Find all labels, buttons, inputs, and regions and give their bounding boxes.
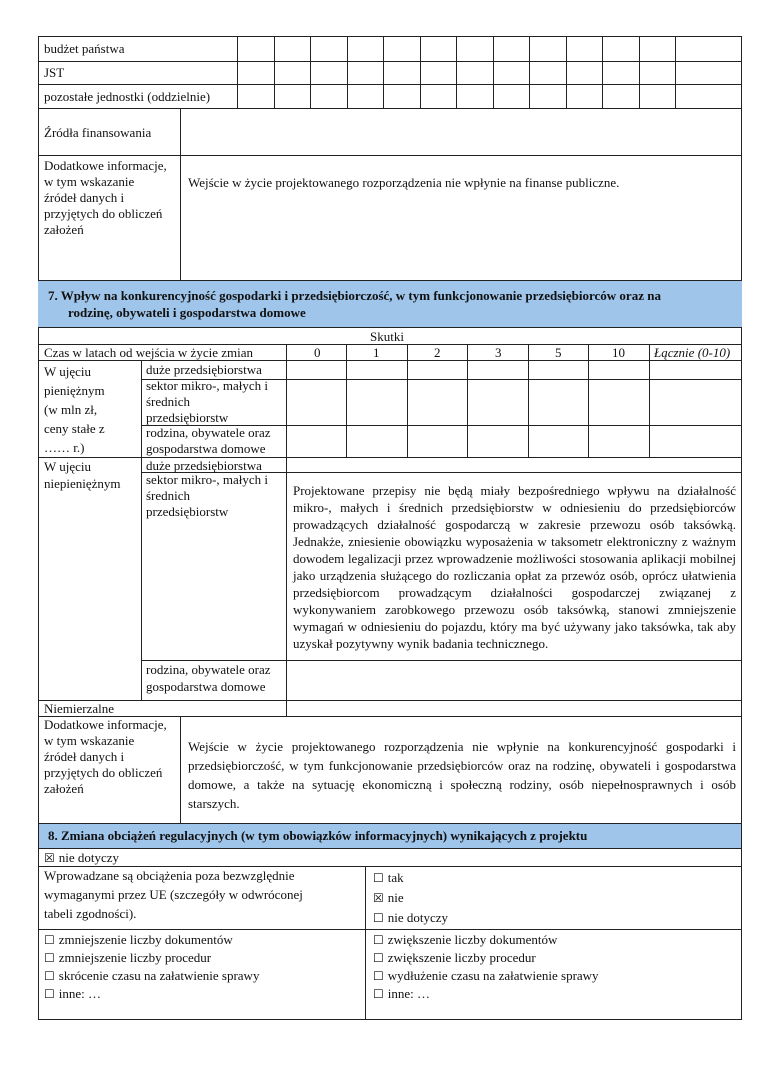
- category-family: rodzina, obywatele oraz gospodarstwa domowe: [146, 425, 271, 456]
- checkbox-icon: ☐: [44, 933, 55, 947]
- unmeasurable-label: Niemierzalne: [44, 701, 115, 716]
- section-8-title: 8. Zmiana obciążeń regulacyjnych (w tym obowiązków informacyjnych) wynikających z projektu: [48, 828, 588, 843]
- total-col: Łącznie (0-10): [654, 345, 731, 360]
- year-col: 5: [555, 345, 562, 360]
- additional-info-label: Dodatkowe informacje, w tym wskazanie źródeł danych i przyjętych do obliczeń założeń: [44, 717, 167, 796]
- finance-row-label: budżet państwa: [44, 41, 125, 56]
- additional-info-text: Wejście w życie projektowanego rozporządzenia nie wpłynie na konkurencyjność gospodarki i przedsiębiorczość, w tym funkcjonowanie przedsiębiorców oraz na rodzinę, obywateli i gospodarstwa domowe, a także na sytuację ekonomiczną i społeczną rodziny, osób niepełnosprawnych i osób starszych.: [188, 739, 736, 811]
- checkbox-icon: ☐: [44, 987, 55, 1001]
- section-7-title-line2: rodzinę, obywateli i gospodarstwa domowe: [68, 305, 306, 320]
- time-label: Czas w latach od wejścia w życie zmian: [44, 345, 253, 360]
- increase-options: [373, 931, 599, 1003]
- nonmonetary-label: W ujęciu niepieniężnym: [44, 459, 121, 491]
- option-less-documents[interactable]: ☐ zmniejszenie liczby dokumentów: [44, 932, 233, 947]
- checkbox-icon: ☐: [373, 969, 384, 983]
- option-longer-time[interactable]: ☐ wydłużenie czasu na załatwienie sprawy: [373, 968, 599, 983]
- option-other[interactable]: ☐ inne: …: [373, 986, 431, 1001]
- funding-sources-label: Źródła finansowania: [44, 125, 152, 140]
- monetary-label: W ujęciu pieniężnym (w mln zł, ceny stałe z …… r.): [44, 364, 105, 455]
- option-shorter-time[interactable]: ☐ skrócenie czasu na załatwienie sprawy: [44, 968, 260, 983]
- finance-row-label: pozostałe jednostki (oddzielnie): [44, 89, 211, 104]
- option-more-documents[interactable]: ☐ zwiększenie liczby dokumentów: [373, 932, 558, 947]
- section-7-title: 7. Wpływ na konkurencyjność gospodarki i przedsiębiorczość, w tym funkcjonowanie przedsiębiorców oraz na: [48, 288, 661, 303]
- option-nie-dotyczy[interactable]: ☐ nie dotyczy: [373, 910, 449, 925]
- category-large: duże przedsiębiorstwa: [146, 458, 262, 473]
- decrease-options: [44, 931, 259, 1003]
- eu-burden-text: Wprowadzane są obciążenia poza bezwzględnie wymaganymi przez UE (szczegóły w odwróconej tabeli zgodności).: [44, 868, 303, 921]
- finance-row-label: JST: [44, 65, 65, 80]
- category-sme: sektor mikro-, małych i średnich przedsiębiorstw: [146, 472, 269, 519]
- category-large: duże przedsiębiorstwa: [146, 362, 262, 377]
- year-col: 1: [373, 345, 380, 360]
- checkbox-icon: ☐: [373, 987, 384, 1001]
- additional-info-text: Wejście w życie projektowanego rozporządzenia nie wpłynie na finanse publiczne.: [188, 175, 620, 190]
- year-col: 10: [612, 345, 625, 360]
- year-col: 3: [495, 345, 502, 360]
- checkbox-icon: ☐: [373, 951, 384, 965]
- year-col: 0: [314, 345, 321, 360]
- checkbox-icon: ☐: [373, 933, 384, 947]
- category-sme: sektor mikro-, małych i średnich przedsiębiorstw: [146, 378, 269, 425]
- option-other[interactable]: ☐ inne: …: [44, 986, 102, 1001]
- option-more-procedures[interactable]: ☐ zwiększenie liczby procedur: [373, 950, 536, 965]
- checkbox-icon: ☐: [373, 871, 384, 885]
- option-nie[interactable]: ☒ nie: [373, 890, 404, 905]
- option-less-procedures[interactable]: ☐ zmniejszenie liczby procedur: [44, 950, 212, 965]
- checkbox-icon: ☐: [44, 951, 55, 965]
- year-col: 2: [434, 345, 441, 360]
- checked-box-icon: ☒: [373, 891, 384, 905]
- option-tak[interactable]: ☐ tak: [373, 870, 404, 885]
- checked-box-icon: ☒: [44, 851, 55, 865]
- checkbox-icon: ☐: [44, 969, 55, 983]
- not-applicable-checkbox[interactable]: ☒ nie dotyczy: [44, 850, 120, 865]
- effects-label: Skutki: [370, 329, 404, 344]
- additional-info-label: Dodatkowe informacje, w tym wskazanie źródeł danych i przyjętych do obliczeń założeń: [44, 158, 167, 237]
- eu-options: [373, 868, 448, 928]
- checkbox-icon: ☐: [373, 911, 384, 925]
- nonmonetary-text: Projektowane przepisy nie będą miały bezpośredniego wpływu na działalność mikro-, małych i średnich przedsiębiorstw w odniesieniu do przedsiębiorców prowadzących działalność gospodarczą w zakresie przewozu osób taksówką. Jednakże, zniesienie obowiązku wyposażenia w taksometr elektroniczny z ważnym dowodem legalizacji przez wprowadzenie możliwości stosowania aplikacji mobilnej jako urządzenia służącego do rozliczania opłat za przewóz osób, oprócz ułatwienia przedsiębiorcom prowadzącym działalności gospodarczej związanej z wykonywaniem zarobkowego przewozu osób taksówką, stanowi zmniejszenie wymagań w odniesieniu do pojazdu, który ma być używany jako taksówka, tak aby uzyskał pozytywny wynik badania technicznego.: [293, 483, 736, 651]
- category-family: rodzina, obywatele oraz gospodarstwa domowe: [146, 662, 271, 694]
